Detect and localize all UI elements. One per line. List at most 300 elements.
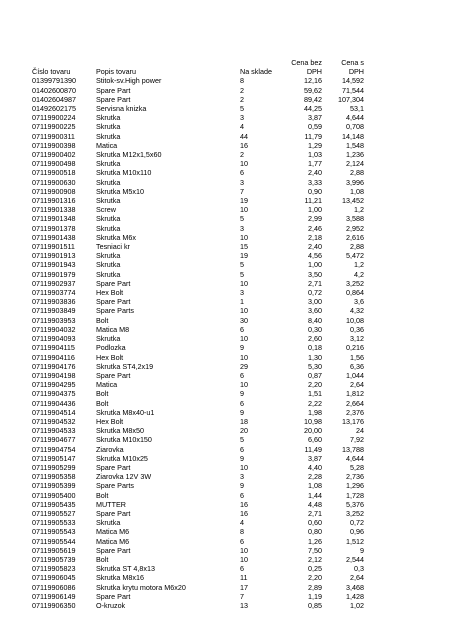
table-header [32, 58, 364, 76]
cell-price-ex-vat: 1,26 [308, 536, 322, 546]
cell-product-description: Skrutka [96, 214, 121, 224]
cell-price-inc-vat: 71,544 [342, 85, 364, 95]
cell-price-ex-vat: 8,40 [308, 315, 322, 325]
cell-product-code: 07119904116 [32, 352, 75, 362]
cell-price-inc-vat: 0,36 [350, 324, 364, 334]
cell-price-inc-vat: 3,588 [346, 214, 364, 224]
cell-product-description: Bolt [96, 398, 109, 408]
cell-product-description: Skrutka [96, 334, 121, 344]
cell-price-inc-vat: 13,452 [342, 196, 364, 206]
cell-product-code: 07119905619 [32, 545, 76, 555]
table-row [32, 306, 364, 315]
cell-in-stock: 9 [240, 343, 244, 353]
cell-price-inc-vat: 3,252 [346, 278, 364, 288]
cell-product-code: 07119905399 [32, 481, 76, 491]
cell-price-ex-vat: 4,48 [308, 499, 322, 509]
cell-in-stock: 10 [240, 306, 248, 316]
cell-product-code: 07119900224 [32, 113, 76, 123]
cell-product-description: Bolt [96, 490, 109, 500]
cell-product-description: Matica M6 [96, 536, 130, 546]
cell-in-stock: 19 [240, 196, 248, 206]
cell-price-inc-vat: 3,468 [346, 582, 364, 592]
cell-product-description: Skrutka M8x16 [96, 573, 144, 583]
table-row [32, 362, 364, 371]
cell-price-inc-vat: 2,64 [350, 573, 364, 583]
cell-product-description: Matica [96, 380, 118, 390]
cell-product-description: Skrutka M8x50 [96, 426, 144, 436]
cell-product-description: Stitok-sv.High power [96, 76, 162, 86]
cell-price-inc-vat: 1,044 [346, 370, 364, 380]
table-row [32, 389, 364, 398]
cell-price-ex-vat: 4,56 [308, 251, 322, 261]
cell-in-stock: 10 [240, 554, 248, 564]
cell-price-ex-vat: 11,21 [304, 196, 322, 206]
cell-price-ex-vat: 0,25 [308, 564, 322, 574]
header-price-ex-vat [280, 58, 322, 76]
cell-price-inc-vat: 3,996 [346, 177, 364, 187]
cell-price-inc-vat: 6,36 [350, 361, 364, 371]
cell-product-code: 07119904533 [32, 426, 76, 436]
cell-in-stock: 4 [240, 122, 244, 132]
cell-price-ex-vat: 4,40 [308, 462, 322, 472]
cell-in-stock: 9 [240, 481, 244, 491]
cell-product-code: 07119904115 [32, 343, 75, 353]
table-row [32, 224, 364, 233]
cell-product-code: 07119906350 [32, 600, 76, 610]
cell-in-stock: 3 [240, 177, 244, 187]
table-row [32, 297, 364, 306]
cell-product-description: Podlozka [96, 343, 126, 353]
table-row [32, 472, 364, 481]
cell-product-code: 07119900311 [32, 131, 75, 141]
cell-product-code: 07119905823 [32, 564, 76, 574]
cell-in-stock: 9 [240, 453, 244, 463]
header-in-stock: Na sklade [240, 67, 272, 77]
cell-price-ex-vat: 1,30 [308, 352, 322, 362]
cell-in-stock: 16 [240, 499, 248, 509]
header-price-ex-vat-line1: Cena bez [291, 58, 322, 67]
cell-product-code: 07119901511 [32, 242, 75, 252]
cell-price-ex-vat: 12,16 [304, 76, 322, 86]
cell-in-stock: 10 [240, 380, 248, 390]
cell-price-ex-vat: 1,51 [308, 389, 322, 399]
cell-in-stock: 5 [240, 435, 244, 445]
cell-price-inc-vat: 53,1 [350, 104, 364, 114]
cell-price-inc-vat: 2,88 [350, 242, 364, 252]
cell-price-inc-vat: 1,512 [346, 536, 364, 546]
table-row [32, 491, 364, 500]
cell-price-ex-vat: 1,08 [308, 481, 322, 491]
table-row [32, 205, 364, 214]
cell-product-code: 07119903774 [32, 288, 76, 298]
table-row [32, 527, 364, 536]
table-row [32, 509, 364, 518]
cell-in-stock: 29 [240, 361, 248, 371]
cell-product-description: Skrutka krytu motora M6x20 [96, 582, 186, 592]
cell-product-description: Spare Part [96, 462, 131, 472]
price-list-table [32, 58, 364, 610]
cell-price-inc-vat: 10,08 [346, 315, 364, 325]
cell-product-description: Screw [96, 205, 116, 215]
cell-price-ex-vat: 3,60 [308, 306, 322, 316]
cell-product-description: Spare Parts [96, 481, 134, 491]
cell-product-description: Tesniaci kr [96, 242, 130, 252]
cell-in-stock: 5 [240, 269, 244, 279]
cell-price-inc-vat: 1,728 [346, 490, 364, 500]
cell-price-ex-vat: 3,87 [308, 113, 322, 123]
cell-price-ex-vat: 2,71 [308, 508, 322, 518]
cell-in-stock: 8 [240, 76, 244, 86]
cell-price-inc-vat: 13,176 [342, 416, 364, 426]
cell-product-code: 07119905358 [32, 472, 76, 482]
cell-price-ex-vat: 89,42 [304, 94, 322, 104]
table-row [32, 316, 364, 325]
cell-product-code: 07119904754 [32, 444, 76, 454]
cell-price-inc-vat: 2,376 [346, 407, 364, 417]
table-row [32, 214, 364, 223]
table-row [32, 187, 364, 196]
cell-in-stock: 6 [240, 398, 244, 408]
cell-product-description: Spare Part [96, 85, 131, 95]
cell-product-code: 07119901338 [32, 205, 76, 215]
cell-price-ex-vat: 2,60 [308, 334, 322, 344]
cell-price-inc-vat: 2,64 [350, 380, 364, 390]
cell-product-code: 07119901378 [32, 223, 76, 233]
cell-in-stock: 5 [240, 260, 244, 270]
cell-in-stock: 10 [240, 545, 248, 555]
cell-product-description: Spare Part [96, 370, 131, 380]
table-row [32, 104, 364, 113]
cell-product-description: Matica M8 [96, 324, 130, 334]
cell-product-description: Skrutka [96, 196, 121, 206]
table-row [32, 242, 364, 251]
cell-price-inc-vat: 0,864 [346, 288, 364, 298]
cell-price-ex-vat: 0,90 [308, 186, 322, 196]
cell-product-description: Bolt [96, 554, 109, 564]
cell-in-stock: 15 [240, 242, 248, 252]
cell-product-code: 07119906086 [32, 582, 76, 592]
cell-in-stock: 18 [240, 416, 248, 426]
cell-price-ex-vat: 3,00 [308, 297, 322, 307]
cell-product-description: Skrutka [96, 260, 121, 270]
cell-price-inc-vat: 7,92 [350, 435, 364, 445]
table-row [32, 546, 364, 555]
cell-price-inc-vat: 13,788 [342, 444, 364, 454]
cell-price-inc-vat: 2,88 [350, 168, 364, 178]
cell-product-code: 07119904514 [32, 407, 76, 417]
cell-price-inc-vat: 0,72 [350, 518, 364, 528]
table-row [32, 555, 364, 564]
cell-price-ex-vat: 0,60 [308, 518, 322, 528]
cell-price-ex-vat: 2,46 [308, 223, 322, 233]
cell-price-inc-vat: 1,56 [350, 352, 364, 362]
cell-price-ex-vat: 0,72 [308, 288, 322, 298]
cell-in-stock: 11 [240, 573, 248, 583]
cell-in-stock: 19 [240, 251, 248, 261]
cell-price-inc-vat: 0,708 [346, 122, 364, 132]
cell-price-ex-vat: 6,60 [308, 435, 322, 445]
cell-in-stock: 6 [240, 490, 244, 500]
cell-in-stock: 5 [240, 214, 244, 224]
cell-price-ex-vat: 0,18 [308, 343, 322, 353]
table-row [32, 196, 364, 205]
cell-in-stock: 7 [240, 591, 244, 601]
table-row [32, 260, 364, 269]
table-row [32, 417, 364, 426]
cell-price-ex-vat: 1,00 [308, 260, 322, 270]
cell-price-inc-vat: 1,812 [346, 389, 364, 399]
cell-price-inc-vat: 1,2 [354, 205, 364, 215]
table-row [32, 481, 364, 490]
cell-price-ex-vat: 11,79 [304, 131, 322, 141]
cell-price-inc-vat: 2,736 [346, 472, 364, 482]
cell-product-description: Hex Bolt [96, 288, 124, 298]
table-row [32, 279, 364, 288]
table-row [32, 168, 364, 177]
cell-product-description: Bolt [96, 389, 109, 399]
cell-product-code: 07119905544 [32, 536, 76, 546]
cell-price-ex-vat: 2,22 [308, 398, 322, 408]
cell-in-stock: 10 [240, 232, 248, 242]
cell-price-inc-vat: 2,952 [346, 223, 364, 233]
table-row [32, 573, 364, 582]
cell-price-ex-vat: 7,50 [308, 545, 322, 555]
cell-price-inc-vat: 1,428 [346, 591, 364, 601]
cell-product-description: Spare Parts [96, 306, 134, 316]
cell-in-stock: 30 [240, 315, 248, 325]
table-row [32, 178, 364, 187]
cell-product-code: 07119904436 [32, 398, 76, 408]
cell-price-inc-vat: 9 [360, 545, 364, 555]
cell-price-ex-vat: 3,50 [308, 269, 322, 279]
table-row [32, 325, 364, 334]
cell-price-ex-vat: 20,00 [304, 426, 322, 436]
table-row [32, 537, 364, 546]
cell-product-code: 07119906045 [32, 573, 76, 583]
cell-product-code: 01402604987 [32, 94, 76, 104]
cell-price-ex-vat: 2,18 [308, 232, 322, 242]
cell-in-stock: 13 [240, 600, 248, 610]
table-row [32, 334, 364, 343]
cell-product-description: Spare Part [96, 297, 131, 307]
cell-product-description: Skrutka M12x1,5x60 [96, 150, 162, 160]
cell-price-inc-vat: 2,616 [346, 232, 364, 242]
cell-in-stock: 4 [240, 518, 244, 528]
cell-product-description: Matica [96, 140, 118, 150]
cell-product-description: Skrutka [96, 177, 121, 187]
cell-product-code: 07119904032 [32, 324, 76, 334]
table-row [32, 435, 364, 444]
cell-product-description: Skrutka ST 4,8x13 [96, 564, 155, 574]
cell-in-stock: 3 [240, 288, 244, 298]
table-row [32, 270, 364, 279]
cell-product-description: Hex Bolt [96, 416, 124, 426]
cell-product-code: 07119900398 [32, 140, 76, 150]
cell-price-inc-vat: 2,544 [346, 554, 364, 564]
table-row [32, 141, 364, 150]
cell-product-code: 01402600870 [32, 85, 76, 95]
cell-in-stock: 2 [240, 150, 244, 160]
table-row [32, 399, 364, 408]
cell-in-stock: 6 [240, 536, 244, 546]
cell-product-description: Ziarovka [96, 444, 124, 454]
table-body [32, 76, 364, 610]
table-row [32, 408, 364, 417]
cell-product-code: 07119904295 [32, 380, 76, 390]
cell-product-description: Skrutka [96, 131, 121, 141]
cell-in-stock: 9 [240, 389, 244, 399]
cell-price-ex-vat: 0,85 [308, 600, 322, 610]
table-row [32, 445, 364, 454]
cell-price-ex-vat: 44,25 [304, 104, 322, 114]
cell-price-ex-vat: 2,71 [308, 278, 322, 288]
header-price-ex-vat-line2: DPH [306, 67, 322, 77]
cell-price-inc-vat: 1,2 [354, 260, 364, 270]
table-row [32, 518, 364, 527]
cell-product-code: 07119904093 [32, 334, 76, 344]
cell-in-stock: 6 [240, 324, 244, 334]
cell-price-inc-vat: 107,304 [338, 94, 364, 104]
table-row [32, 592, 364, 601]
cell-product-description: Skrutka [96, 122, 121, 132]
cell-product-code: 07119900402 [32, 150, 76, 160]
cell-price-inc-vat: 1,296 [346, 481, 364, 491]
cell-price-ex-vat: 2,28 [308, 472, 322, 482]
cell-price-inc-vat: 1,08 [350, 186, 364, 196]
cell-product-code: 07119901316 [32, 196, 76, 206]
cell-price-inc-vat: 4,644 [346, 453, 364, 463]
cell-product-code: 07119902937 [32, 278, 76, 288]
cell-product-description: MUTTER [96, 499, 126, 509]
cell-price-inc-vat: 0,3 [354, 564, 364, 574]
cell-price-ex-vat: 1,00 [308, 205, 322, 215]
cell-product-description: Skrutka M10x150 [96, 435, 152, 445]
table-row [32, 233, 364, 242]
table-row [32, 288, 364, 297]
cell-product-description: Skrutka M8x40-u1 [96, 407, 155, 417]
cell-product-code: 07119900225 [32, 122, 76, 132]
cell-product-code: 07119900908 [32, 186, 76, 196]
cell-in-stock: 3 [240, 472, 244, 482]
cell-in-stock: 2 [240, 85, 244, 95]
cell-product-description: Hex Bolt [96, 352, 124, 362]
cell-product-description: Skrutka M10x25 [96, 453, 148, 463]
cell-price-ex-vat: 11,49 [304, 444, 322, 454]
cell-product-description: Skrutka [96, 518, 121, 528]
table-row [32, 500, 364, 509]
cell-price-inc-vat: 3,12 [350, 334, 364, 344]
table-row [32, 86, 364, 95]
cell-in-stock: 3 [240, 223, 244, 233]
table-row [32, 583, 364, 592]
cell-in-stock: 7 [240, 186, 244, 196]
cell-in-stock: 6 [240, 370, 244, 380]
cell-price-ex-vat: 2,20 [308, 573, 322, 583]
table-row [32, 426, 364, 435]
cell-price-inc-vat: 1,236 [346, 150, 364, 160]
cell-in-stock: 10 [240, 352, 248, 362]
cell-product-code: 07119903836 [32, 297, 76, 307]
cell-price-ex-vat: 1,77 [308, 159, 322, 169]
cell-product-code: 07119900630 [32, 177, 76, 187]
cell-in-stock: 9 [240, 407, 244, 417]
cell-product-code: 07119900498 [32, 159, 76, 169]
cell-product-code: 07119905435 [32, 499, 76, 509]
cell-product-code: 07119901348 [32, 214, 76, 224]
cell-in-stock: 10 [240, 205, 248, 215]
cell-price-inc-vat: 4,2 [354, 269, 364, 279]
cell-price-inc-vat: 5,376 [346, 499, 364, 509]
cell-price-ex-vat: 1,19 [308, 591, 322, 601]
cell-product-code: 01492602175 [32, 104, 76, 114]
cell-product-code: 01399791390 [32, 76, 76, 86]
table-row [32, 132, 364, 141]
cell-price-ex-vat: 0,59 [308, 122, 322, 132]
table-row [32, 343, 364, 352]
cell-in-stock: 6 [240, 444, 244, 454]
cell-in-stock: 10 [240, 159, 248, 169]
cell-in-stock: 44 [240, 131, 248, 141]
cell-product-description: Skrutka [96, 223, 121, 233]
table-row [32, 95, 364, 104]
cell-in-stock: 16 [240, 140, 248, 150]
cell-product-code: 07119900518 [32, 168, 76, 178]
cell-price-ex-vat: 1,98 [308, 407, 322, 417]
cell-product-description: Spare Part [96, 278, 131, 288]
cell-price-inc-vat: 14,592 [342, 76, 364, 86]
cell-price-inc-vat: 4,644 [346, 113, 364, 123]
cell-price-ex-vat: 2,40 [308, 168, 322, 178]
table-row [32, 122, 364, 131]
header-product-description: Popis tovaru [96, 67, 136, 77]
cell-product-code: 07119905533 [32, 518, 76, 528]
header-product-code: Číslo tovaru [32, 67, 71, 77]
cell-in-stock: 16 [240, 508, 248, 518]
cell-product-code: 07119905527 [32, 508, 76, 518]
cell-price-ex-vat: 0,30 [308, 324, 322, 334]
cell-in-stock: 5 [240, 104, 244, 114]
cell-product-code: 07119903849 [32, 306, 76, 316]
cell-in-stock: 6 [240, 564, 244, 574]
cell-price-inc-vat: 0,216 [346, 343, 364, 353]
cell-product-code: 07119903953 [32, 315, 76, 325]
cell-price-ex-vat: 0,80 [308, 527, 322, 537]
cell-in-stock: 3 [240, 113, 244, 123]
header-price-inc-vat-line2: DPH [348, 67, 364, 77]
cell-product-description: Skrutka M10x110 [96, 168, 152, 178]
cell-product-description: O-kruzok [96, 600, 126, 610]
cell-price-inc-vat: 4,32 [350, 306, 364, 316]
cell-price-inc-vat: 5,28 [350, 462, 364, 472]
cell-product-description: Skrutka [96, 159, 121, 169]
cell-price-inc-vat: 2,124 [346, 159, 364, 169]
table-row [32, 454, 364, 463]
cell-in-stock: 10 [240, 334, 248, 344]
cell-product-description: Skrutka ST4,2x19 [96, 361, 154, 371]
table-row [32, 353, 364, 362]
cell-price-inc-vat: 1,548 [346, 140, 364, 150]
cell-in-stock: 10 [240, 278, 248, 288]
cell-in-stock: 17 [240, 582, 248, 592]
cell-price-inc-vat: 5,472 [346, 251, 364, 261]
header-price-inc-vat-line1: Cena s [341, 58, 364, 67]
cell-product-description: Spare Part [96, 545, 131, 555]
cell-product-code: 07119905400 [32, 490, 76, 500]
cell-product-code: 07119904375 [32, 389, 76, 399]
cell-price-ex-vat: 59,62 [304, 85, 322, 95]
cell-product-code: 07119904677 [32, 435, 76, 445]
cell-price-inc-vat: 0,96 [350, 527, 364, 537]
